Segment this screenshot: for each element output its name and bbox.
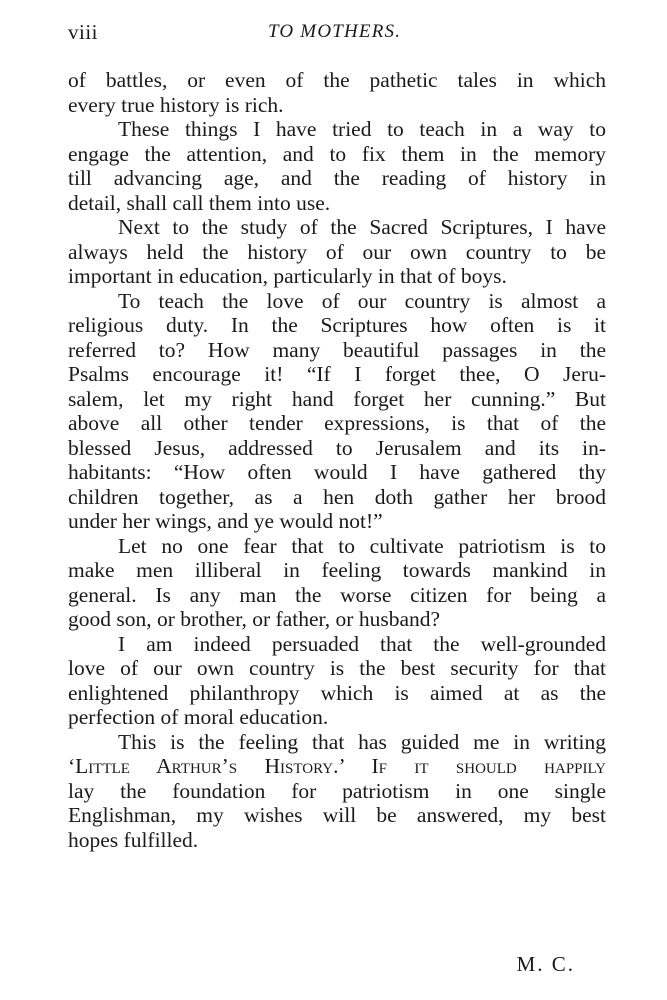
paragraph-5 [68,534,606,632]
text-line: To teach the love of our country is almost a [118,288,606,313]
text-line: I am indeed persuaded that the well-grounded [118,631,606,656]
text-line: blessed Jesus, addressed to Jerusalem and its in- [68,435,606,460]
paragraph-3 [68,215,606,289]
text-line: detail, shall call them into use. [68,190,331,215]
text-line: salem, let my right hand forget her cunning.” But [68,386,606,411]
text-line: under her wings, and ye would not!” [68,509,383,533]
paragraph-2 [68,117,606,215]
author-signature: M. C. [516,952,575,976]
text-line: enlightened philanthropy which is aimed at as the [68,680,606,705]
text-line-book-title: ‘Little Arthur’s History.’ If it should happily [68,754,606,778]
text-line: Next to the study of the Sacred Scriptures, I have [118,215,606,239]
text-line: children together, as a hen doth gather her brood [68,484,606,509]
text-line: till advancing age, and the reading of history in [68,166,606,190]
text-line: Englishman, my wishes will be answered, my best [68,803,606,827]
text-line: good son, or brother, or father, or husband? [68,607,441,631]
running-head [0,20,667,50]
body-text [68,68,606,852]
text-line: These things I have tried to teach in a way to [118,117,606,141]
text-line: engage the attention, and to fix them in the memory [68,141,606,166]
text-line: hopes fulfilled. [68,827,199,852]
text-line: religious duty. In the Scriptures how often is it [68,313,606,337]
text-line: above all other tender expressions, is that of the [68,411,606,435]
text-line: every true history is rich. [68,92,284,117]
text-line: Psalms encourage it! “If I forget thee, O Jeru- [68,362,606,386]
text-line: perfection of moral education. [68,705,329,729]
paragraph-6 [68,632,606,730]
paragraph-1 [68,68,606,117]
text-line: referred to? How many beautiful passages in the [68,337,606,362]
text-line: lay the foundation for patriotism in one single [68,778,606,803]
paragraph-7 [68,730,606,853]
text-line: make men illiberal in feeling towards mankind in [68,558,606,582]
text-line: general. Is any man the worse citizen for being a [68,582,606,607]
text-line: love of our own country is the best security for that [68,656,606,680]
text-line: always held the history of our own country to be [68,239,606,264]
text-line: important in education, particularly in that of boys. [68,264,507,288]
text-line: habitants: “How often would I have gathered thy [68,460,606,484]
text-line: of battles, or even of the pathetic tales in which [68,68,606,92]
paragraph-4 [68,289,606,534]
running-title: TO MOTHERS. [268,21,402,42]
text-line: This is the feeling that has guided me in writing [118,729,606,754]
text-line: Let no one fear that to cultivate patriotism is to [118,533,606,558]
page-number: viii [68,20,99,44]
